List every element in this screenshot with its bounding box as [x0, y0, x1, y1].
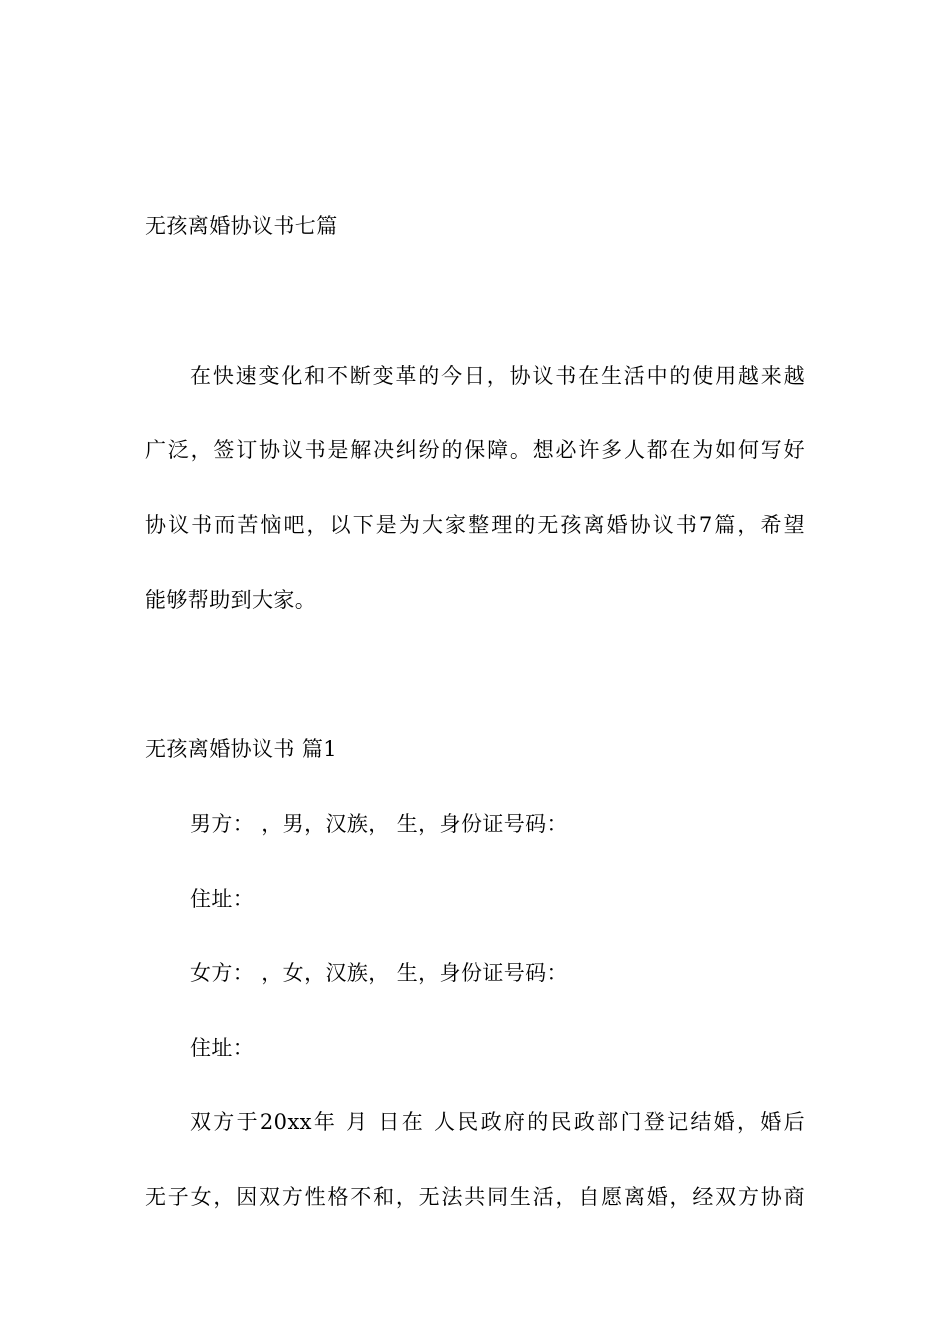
woman-address-line: 住址：: [190, 1036, 255, 1060]
body-line-2: 无子女，因双方性格不和，无法共同生活，自愿离婚，经双方协商: [145, 1185, 805, 1209]
body-line-1: 双方于20xx年 月 日在 人民政府的民政部门登记结婚，婚后: [190, 1110, 805, 1134]
intro-line-2: 广泛，签订协议书是解决纠纷的保障。想必许多人都在为如何写好: [145, 438, 805, 462]
woman-info-line: 女方： ，女，汉族， 生，身份证号码：: [190, 961, 568, 985]
man-address-line: 住址：: [190, 887, 255, 911]
document-title: 无孩离婚协议书七篇: [145, 214, 338, 238]
intro-line-1: 在快速变化和不断变革的今日，协议书在生活中的使用越来越: [190, 364, 805, 388]
intro-line-4: 能够帮助到大家。: [145, 588, 317, 612]
intro-line-3: 协议书而苦恼吧，以下是为大家整理的无孩离婚协议书7篇，希望: [145, 513, 805, 537]
man-info-line: 男方： ，男，汉族， 生，身份证号码：: [190, 812, 568, 836]
section-heading: 无孩离婚协议书 篇1: [145, 737, 338, 761]
